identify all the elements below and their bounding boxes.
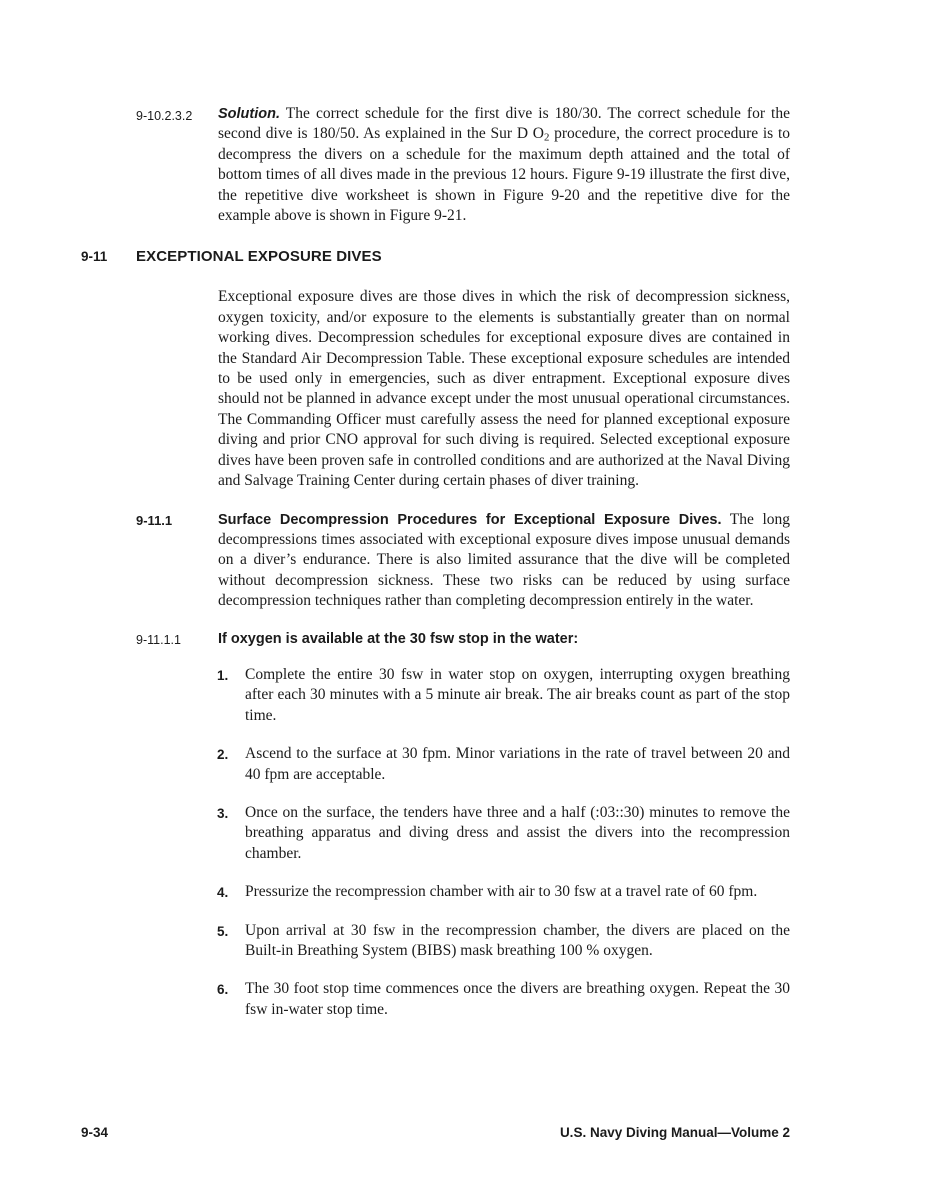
step-5-text: Upon arrival at 30 fsw in the recompression chamber, the divers are placed on the Built-in Breathing System (BIBS) mask breathing 100 % oxygen. xyxy=(245,921,790,959)
solution-text-part2: procedure, the correct procedure is to decompress the divers on a schedule for the maximum depth attained and the total of bottom times of all dives made in the previous 12 hours. Figure 9-19 illustrate the first dive, the repetitive dive worksheet is shown in Figure 9-20 and the repetitive dive for the example above is shown in Figure 9-21. xyxy=(218,125,790,225)
solution-block xyxy=(136,104,790,226)
oxygen-subscript: 2 xyxy=(543,132,550,145)
section-9-11-1-1-heading: If oxygen is available at the 30 fsw stop in the water: xyxy=(218,630,579,647)
section-9-11-paragraph xyxy=(218,287,790,491)
procedure-step-1 xyxy=(218,665,790,726)
section-9-11-1-1-block xyxy=(136,629,790,649)
procedure-step-3 xyxy=(218,803,790,864)
step-3-number: 3. xyxy=(217,805,229,821)
solution-lead-heading: Solution. xyxy=(218,106,281,122)
section-9-11-1-lead-heading: Surface Decompression Procedures for Exceptional Exposure Dives. xyxy=(218,511,722,528)
section-number-9-11-1-1: 9-11.1.1 xyxy=(136,633,181,648)
page-footer xyxy=(0,1125,926,1145)
step-6-number: 6. xyxy=(217,982,229,998)
procedure-step-5 xyxy=(218,921,790,962)
footer-manual-title: U.S. Navy Diving Manual—Volume 2 xyxy=(559,1125,790,1140)
step-6-text: The 30 foot stop time commences once the divers are breathing oxygen. Repeat the 30 fsw in-water stop time. xyxy=(245,980,790,1018)
section-title: EXCEPTIONAL EXPOSURE DIVES xyxy=(136,248,382,266)
solution-text-part1: The correct schedule for the first dive is 180/30. The correct schedule for the second dive is 180/50. As explained in the Sur D O xyxy=(218,105,790,143)
step-2-text: Ascend to the surface at 30 fpm. Minor variations in the rate of travel between 20 and 40 fpm are acceptable. xyxy=(245,745,790,783)
procedure-step-4 xyxy=(218,882,790,902)
section-9-11-1-block xyxy=(136,510,790,612)
section-number-9-10-2-3-2: 9-10.2.3.2 xyxy=(136,108,193,123)
step-4-number: 4. xyxy=(217,885,229,901)
section-9-11-paragraph-text: Exceptional exposure dives are those dives in which the risk of decompression sickness, oxygen toxicity, and/or exposure to the elements is substantially greater than on normal working dives. Decompression schedules for exceptional exposure dives are contained in the Standard Air Decompression Table. These exceptional exposure schedules are intended to be used only in emergencies, such as diver entrapment. Exceptional exposure dives should not be planned in advance except under the most unusual operational circumstances. The Commanding Officer must carefully assess the need for planned exceptional exposure diving and prior CNO approval for such diving is required. Selected exceptional exposure dives have been proven safe in controlled conditions and are authorized at the Naval Diving and Salvage Training Center during certain phases of diver training. xyxy=(218,288,790,490)
step-2-number: 2. xyxy=(217,747,229,763)
step-3-text: Once on the surface, the tenders have three and a half (:03::30) minutes to remove the breathing apparatus and diving dress and assist the divers into the recompression chamber. xyxy=(245,803,790,862)
section-number-9-11: 9-11 xyxy=(81,249,108,265)
procedure-step-6 xyxy=(218,979,790,1020)
section-9-11-1-text: The long decompressions times associated with exceptional exposure dives impose unusual demands on a diver’s endurance. There is also limited assurance that the dive will be completed without decompression sickness. These two risks can be reduced by using surface decompression techniques rather than completing decompression entirely in the water. xyxy=(218,510,790,610)
step-4-text: Pressurize the recompression chamber with air to 30 fsw at a travel rate of 60 fpm. xyxy=(245,883,758,901)
step-1-number: 1. xyxy=(217,667,229,683)
procedure-step-2 xyxy=(218,744,790,785)
text-column xyxy=(81,104,790,1020)
section-number-9-11-1: 9-11.1 xyxy=(136,513,173,528)
procedure-step-list xyxy=(218,665,790,1020)
step-5-number: 5. xyxy=(217,923,229,939)
footer-page-number: 9-34 xyxy=(81,1125,109,1140)
section-heading-row xyxy=(81,248,708,268)
step-1-text: Complete the entire 30 fsw in water stop on oxygen, interrupting oxygen breathing after each 30 minutes with a 5 minute air break. The air breaks count as part of the stop time. xyxy=(245,665,790,724)
